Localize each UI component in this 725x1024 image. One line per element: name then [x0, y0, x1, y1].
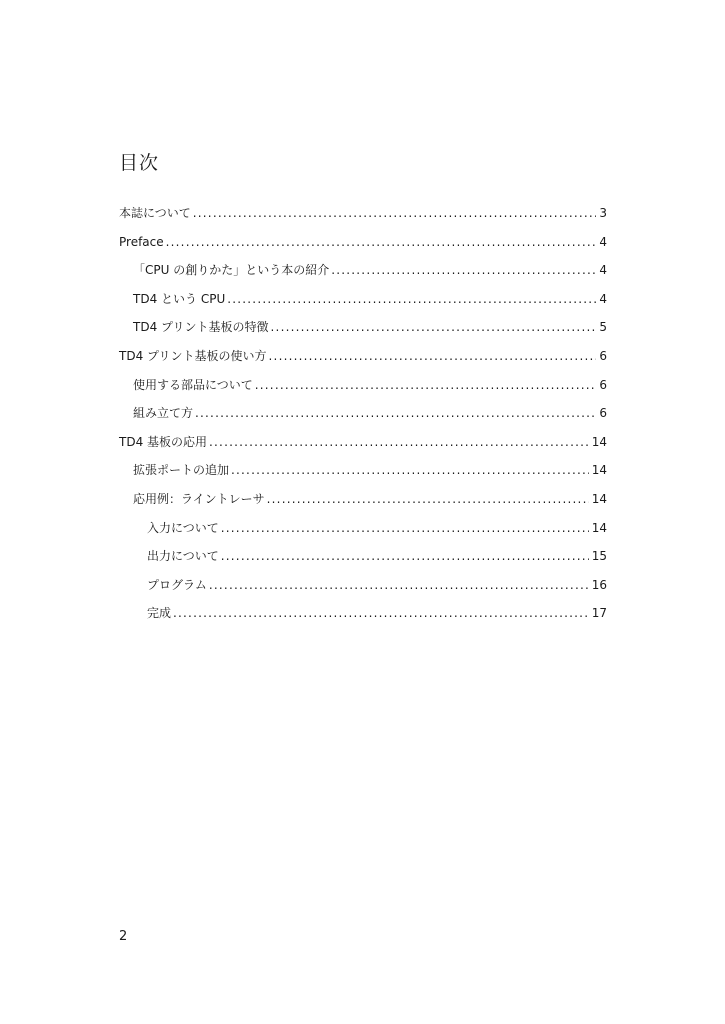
toc-entry-label: 出力について — [147, 549, 219, 564]
toc-entry-page: 6 — [599, 406, 607, 421]
toc-entry — [119, 571, 607, 600]
toc-entry-label: 本誌について — [119, 206, 191, 220]
toc-entry — [119, 485, 607, 514]
toc-dot-leader — [255, 371, 596, 400]
toc-entry-page: 16 — [591, 577, 607, 592]
toc-entry-page: 6 — [599, 377, 607, 392]
toc-dot-leader — [269, 342, 596, 371]
toc-entry — [119, 599, 607, 628]
toc-entry — [119, 228, 607, 257]
toc-dot-leader — [166, 228, 596, 257]
toc-dot-leader — [173, 599, 589, 628]
toc-entry-label: 「CPU の創りかた」という本の紹介 — [133, 263, 330, 278]
toc-dot-leader — [193, 199, 596, 228]
toc-entry-label: プログラム — [147, 577, 207, 592]
toc-entry-label: Preface — [119, 234, 164, 249]
toc-dot-leader — [227, 285, 596, 314]
toc-entry — [119, 285, 607, 314]
toc-dot-leader — [267, 485, 589, 514]
toc-entry-page: 17 — [591, 606, 607, 621]
toc-entry-page: 14 — [591, 463, 607, 478]
toc-entry — [119, 342, 607, 371]
toc-dot-leader — [331, 256, 596, 285]
toc-entry-page: 14 — [591, 434, 607, 449]
toc-entry-label: TD4 プリント基板の使い方 — [119, 348, 267, 363]
toc-entry-label: 入力について — [147, 520, 219, 535]
page-number: 2 — [119, 929, 128, 944]
toc-entry-label: 組み立て方 — [133, 406, 194, 421]
toc-entry-label: 使用する部品について — [133, 377, 253, 392]
toc-dot-leader — [209, 571, 589, 600]
toc-entry-label: TD4 という CPU — [133, 291, 226, 306]
toc-entry-page: 3 — [599, 206, 607, 220]
toc-entry — [119, 456, 607, 485]
toc-dot-leader — [209, 428, 589, 457]
toc-entry — [119, 371, 607, 400]
toc-dot-leader — [221, 542, 589, 571]
toc-entry-label: TD4 基板の応用 — [119, 434, 208, 449]
toc-entry-page: 14 — [591, 491, 607, 506]
toc-entry — [119, 428, 607, 457]
toc-entry-page: 14 — [591, 520, 607, 535]
toc-entry-page: 4 — [599, 263, 607, 278]
toc-entry-page: 4 — [599, 291, 607, 306]
toc-list — [119, 199, 607, 628]
toc-dot-leader — [221, 514, 589, 543]
toc-entry — [119, 199, 607, 228]
toc-title: 目次 — [119, 152, 160, 174]
toc-entry — [119, 514, 607, 543]
toc-dot-leader — [231, 456, 589, 485]
toc-entry-label: 拡張ポートの追加 — [133, 463, 230, 478]
toc-entry-page: 4 — [599, 234, 607, 249]
toc-entry-page: 15 — [591, 549, 607, 564]
toc-entry — [119, 256, 607, 285]
toc-entry-page: 5 — [599, 320, 607, 335]
toc-entry-page: 6 — [599, 348, 607, 363]
toc-dot-leader — [271, 313, 596, 342]
toc-dot-leader — [195, 399, 596, 428]
toc-entry-label: 完成 — [147, 606, 172, 621]
toc-entry — [119, 313, 607, 342]
toc-entry — [119, 399, 607, 428]
toc-entry-label: TD4 プリント基板の特徴 — [133, 320, 269, 335]
toc-entry — [119, 542, 607, 571]
toc-entry-label: 応用例：ライントレーサ — [133, 491, 265, 506]
